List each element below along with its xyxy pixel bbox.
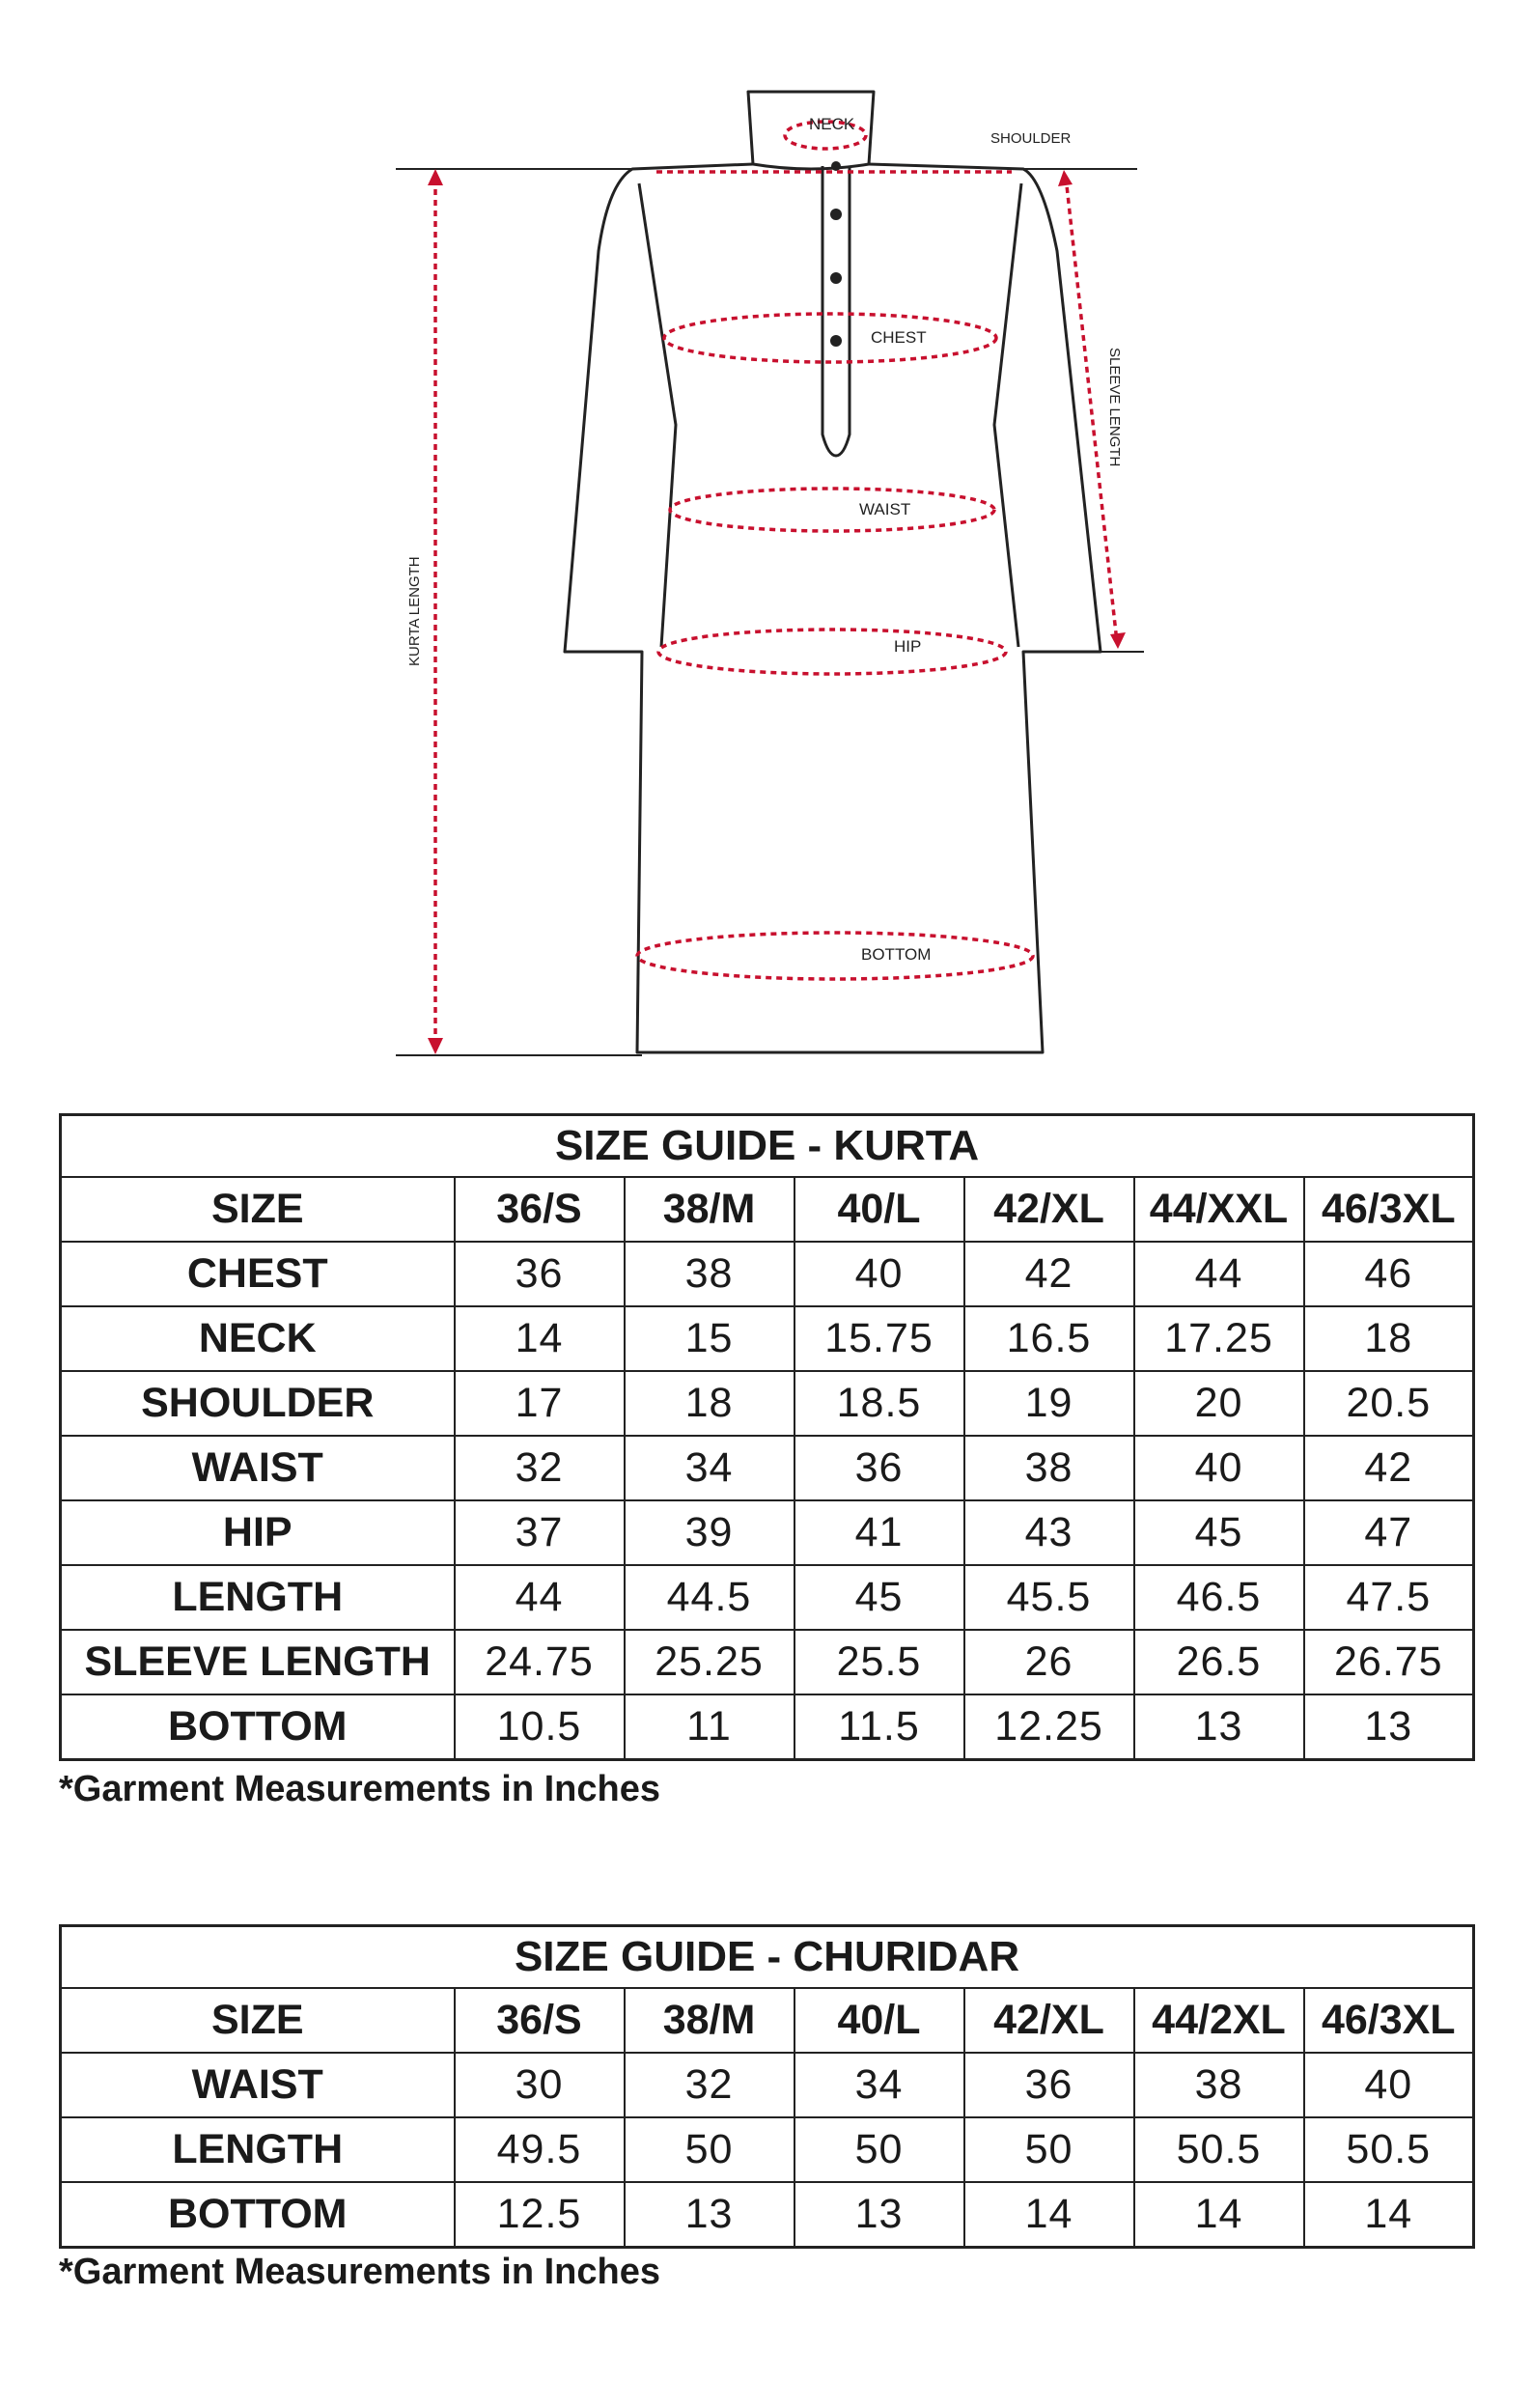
kurta-table-title: SIZE GUIDE - KURTA (61, 1115, 1474, 1178)
table-cell: 18 (625, 1371, 794, 1436)
table-cell: 47.5 (1304, 1565, 1474, 1630)
table-cell: 41 (794, 1500, 964, 1565)
table-cell: 11.5 (794, 1694, 964, 1760)
table-cell: 40 (1304, 2053, 1474, 2117)
row-label: NECK (61, 1306, 455, 1371)
header-cell: SIZE (61, 1988, 455, 2053)
guide-lines (396, 169, 1144, 1055)
row-label: BOTTOM (61, 1694, 455, 1760)
table-cell: 14 (455, 1306, 625, 1371)
table-cell: 50 (794, 2117, 964, 2182)
churidar-measurement-note: *Garment Measurements in Inches (59, 2252, 660, 2292)
table-cell: 50.5 (1304, 2117, 1474, 2182)
table-cell: 50.5 (1134, 2117, 1304, 2182)
bottom-label: BOTTOM (861, 945, 932, 964)
table-cell: 11 (625, 1694, 794, 1760)
table-cell: 30 (455, 2053, 625, 2117)
table-cell: 40 (794, 1242, 964, 1306)
table-cell: 44.5 (625, 1565, 794, 1630)
header-cell: 44/2XL (1134, 1988, 1304, 2053)
header-cell: 38/M (625, 1177, 794, 1242)
table-cell: 34 (625, 1436, 794, 1500)
hip-label: HIP (894, 637, 922, 656)
kurta-outline (565, 92, 1101, 1052)
table-row (61, 2182, 1474, 2248)
table-cell: 17 (455, 1371, 625, 1436)
table-cell: 39 (625, 1500, 794, 1565)
table-cell: 17.25 (1134, 1306, 1304, 1371)
header-cell: 36/S (455, 1988, 625, 2053)
table-cell: 38 (964, 1436, 1134, 1500)
header-cell: 46/3XL (1304, 1988, 1474, 2053)
table-cell: 42 (964, 1242, 1134, 1306)
row-label: LENGTH (61, 1565, 455, 1630)
table-cell: 14 (964, 2182, 1134, 2248)
table-cell: 49.5 (455, 2117, 625, 2182)
kurta-length-label: KURTA LENGTH (406, 556, 423, 666)
table-row (61, 1436, 1474, 1500)
table-cell: 14 (1134, 2182, 1304, 2248)
table-cell: 10.5 (455, 1694, 625, 1760)
sleeve-length-label: SLEEVE LENGTH (1106, 348, 1123, 467)
table-cell: 32 (625, 2053, 794, 2117)
placket-buttons (830, 161, 842, 347)
table-row (61, 1306, 1474, 1371)
row-label: WAIST (61, 1436, 455, 1500)
table-cell: 32 (455, 1436, 625, 1500)
table-cell: 43 (964, 1500, 1134, 1565)
table-cell: 26.75 (1304, 1630, 1474, 1694)
header-cell: 42/XL (964, 1988, 1134, 2053)
table-cell: 26 (964, 1630, 1134, 1694)
table-cell: 50 (625, 2117, 794, 2182)
header-cell: 42/XL (964, 1177, 1134, 1242)
header-cell: 40/L (794, 1177, 964, 1242)
table-cell: 50 (964, 2117, 1134, 2182)
row-label: SLEEVE LENGTH (61, 1630, 455, 1694)
table-row (61, 2117, 1474, 2182)
table-cell: 36 (455, 1242, 625, 1306)
table-cell: 24.75 (455, 1630, 625, 1694)
table-row (61, 1630, 1474, 1694)
table-cell: 16.5 (964, 1306, 1134, 1371)
table-row (61, 1242, 1474, 1306)
table-cell: 25.25 (625, 1630, 794, 1694)
table-cell: 15.75 (794, 1306, 964, 1371)
table-cell: 46 (1304, 1242, 1474, 1306)
table-cell: 34 (794, 2053, 964, 2117)
table-row (61, 1565, 1474, 1630)
table-cell: 25.5 (794, 1630, 964, 1694)
table-cell: 46.5 (1134, 1565, 1304, 1630)
table-cell: 13 (1304, 1694, 1474, 1760)
churidar-header-row (61, 1988, 1474, 2053)
header-cell: 46/3XL (1304, 1177, 1474, 1242)
measure-arrowheads (428, 169, 1126, 1054)
table-cell: 38 (1134, 2053, 1304, 2117)
kurta-header-row (61, 1177, 1474, 1242)
table-cell: 18 (1304, 1306, 1474, 1371)
table-cell: 36 (964, 2053, 1134, 2117)
table-row (61, 1500, 1474, 1565)
row-label: SHOULDER (61, 1371, 455, 1436)
table-cell: 40 (1134, 1436, 1304, 1500)
header-cell: 36/S (455, 1177, 625, 1242)
neck-label: NECK (809, 115, 855, 133)
table-cell: 20.5 (1304, 1371, 1474, 1436)
table-cell: 44 (1134, 1242, 1304, 1306)
table-cell: 19 (964, 1371, 1134, 1436)
kurta-measurement-diagram (0, 0, 1533, 1072)
row-label: BOTTOM (61, 2182, 455, 2248)
table-cell: 14 (1304, 2182, 1474, 2248)
table-cell: 36 (794, 1436, 964, 1500)
table-cell: 47 (1304, 1500, 1474, 1565)
chest-label: CHEST (871, 328, 927, 347)
table-cell: 13 (1134, 1694, 1304, 1760)
waist-label: WAIST (859, 500, 911, 518)
table-cell: 37 (455, 1500, 625, 1565)
header-cell: 40/L (794, 1988, 964, 2053)
header-cell: SIZE (61, 1177, 455, 1242)
table-cell: 45 (1134, 1500, 1304, 1565)
kurta-measurement-note: *Garment Measurements in Inches (59, 1769, 660, 1809)
shoulder-label: SHOULDER (990, 130, 1072, 147)
table-cell: 13 (625, 2182, 794, 2248)
table-cell: 45.5 (964, 1565, 1134, 1630)
table-cell: 12.25 (964, 1694, 1134, 1760)
header-cell: 44/XXL (1134, 1177, 1304, 1242)
row-label: WAIST (61, 2053, 455, 2117)
table-cell: 26.5 (1134, 1630, 1304, 1694)
table-cell: 18.5 (794, 1371, 964, 1436)
table-row (61, 2053, 1474, 2117)
row-label: HIP (61, 1500, 455, 1565)
table-cell: 15 (625, 1306, 794, 1371)
row-label: CHEST (61, 1242, 455, 1306)
row-label: LENGTH (61, 2117, 455, 2182)
header-cell: 38/M (625, 1988, 794, 2053)
table-cell: 42 (1304, 1436, 1474, 1500)
kurta-size-table (59, 1113, 1475, 1761)
table-cell: 44 (455, 1565, 625, 1630)
table-row (61, 1371, 1474, 1436)
measure-lines (435, 122, 1117, 1045)
table-cell: 12.5 (455, 2182, 625, 2248)
table-row (61, 1694, 1474, 1760)
table-cell: 38 (625, 1242, 794, 1306)
table-cell: 45 (794, 1565, 964, 1630)
table-cell: 20 (1134, 1371, 1304, 1436)
table-cell: 13 (794, 2182, 964, 2248)
churidar-table-title: SIZE GUIDE - CHURIDAR (61, 1926, 1474, 1989)
churidar-size-table (59, 1924, 1475, 2249)
